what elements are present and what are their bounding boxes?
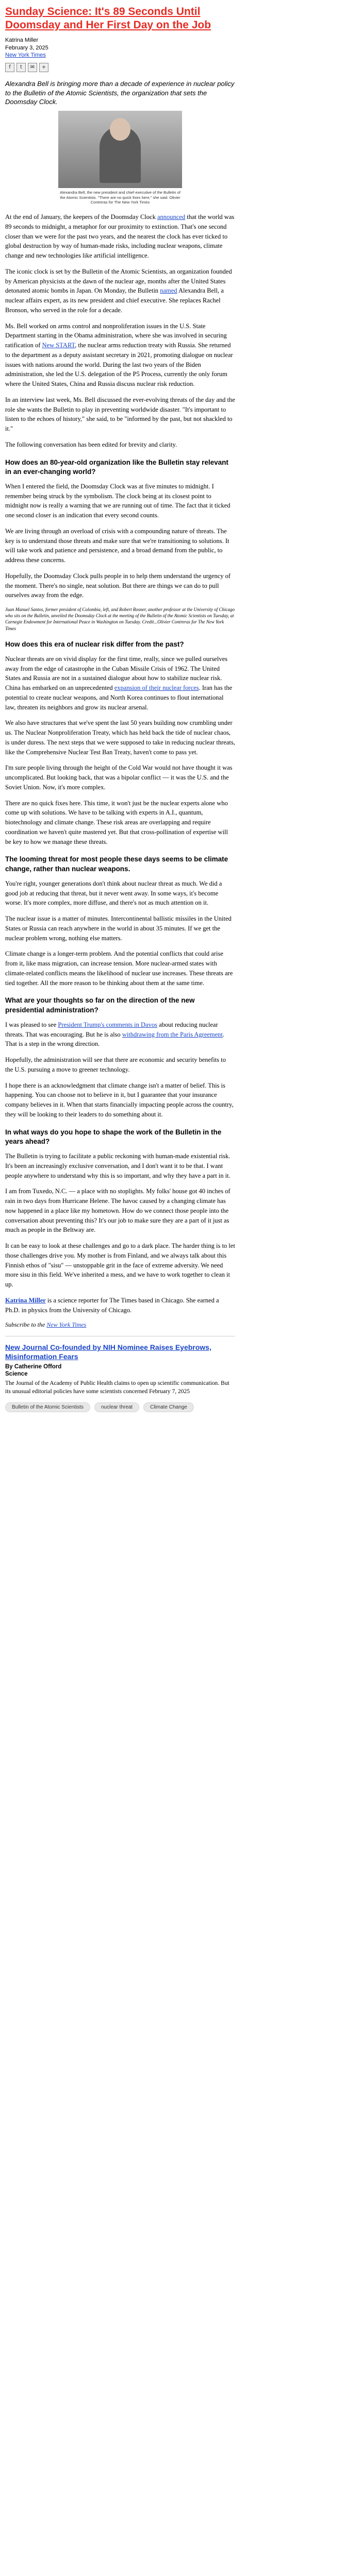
- subscribe-link[interactable]: New York Times: [46, 1321, 87, 1329]
- question-3: The looming threat for most people these days seems to be climate change, rather than nuclear weapons.: [5, 855, 228, 873]
- publish-date: February 3, 2025: [5, 44, 48, 51]
- news-publication: Science: [5, 1370, 28, 1377]
- news-description: The Journal of the Academy of Public Health claims to open up scientific communication. But its unusual editorial policies have some scientists concerned February 7, 2025: [5, 1380, 229, 1395]
- body-paragraph: We are living through an overload of crisis with a compounding nature of threats. The key is to understand those threats and make sure that we're transitioning to solutions. It will take work and patience and persistence, and a broad demand from the public, to address these concerns.: [5, 527, 229, 564]
- source-link[interactable]: New York Times: [5, 52, 46, 58]
- body-paragraph: Nuclear threats are on vivid display for the first time, really, since we pulled ourselves away from the edge of catastrophe in the Cuban Missile Crisis of 1962. The United States and Russia are not in a sustained dialogue about how to stabilize nuclear risk. China has embarked on an unprecedented expansion of their nuclear forces. Iran has the potential to create nuclear weapons, and North Korea continues to flout international law, threaten its neighbors and grow its nuclear arsenal.: [5, 655, 233, 711]
- inline-link[interactable]: President Trump's comments in Davos: [58, 1021, 157, 1028]
- tag-list: [5, 1402, 235, 1412]
- body-paragraph: You're right, younger generations don't think about nuclear threat as much. We did a good job at reducing that threat, but it never went away. In some ways, it's become worse. It's more complex, more diffuse, and there's not as much attention on it.: [5, 879, 222, 907]
- question-4: What are your thoughts so far on the direction of the new presidential administration?: [5, 996, 195, 1014]
- body-paragraph: Hopefully, the Doomsday Clock pulls people in to help them understand the urgency of the moment. There's no single, neat solution. But there are things we can do to pull ourselves away from the edge.: [5, 572, 231, 599]
- body-paragraph: Hopefully, the administration will see that there are economic and security benefits to the U.S. pursuing a move to greener technology.: [5, 1056, 226, 1073]
- photo-caption: Alexandra Bell, the new president and chief executive of the Bulletin of the Atomic Scientists. "There are no quick fixes here," she said. Olivier Contreras for The New York Times: [60, 190, 180, 205]
- author-name: Katrina Miller: [5, 37, 39, 44]
- body-paragraph: We also have structures that we've spent the last 50 years building now crumbling under us. The Nuclear Nonproliferation Treaty, which has held back the tide of nuclear chaos, is under duress. The next steps that we were supposed to take in reducing nuclear threats, like the Comprehensive Nuclear Test Ban Treaty, haven't come to pass yet.: [5, 719, 235, 756]
- twitter-share-icon[interactable]: t: [17, 63, 26, 72]
- photo-credit: Juan Manuel Santos, former president of Colombia, left, and Robert Rosner, another professor at the University of Chicago who sits on the Bulletin, unveiled the Doomsday Clock at the meeting of the Bulletin of the Atomic Scientists on Tuesday, at Carnegie Endowment for International Peace in Washington on Tuesday. Credit...Olivier Contreras for The New York Times: [5, 607, 235, 631]
- article-dek: Alexandra Bell is bringing more than a decade of experience in nuclear policy to the Bulletin of the Atomic Scientists, the organization that sets the Doomsday Clock.: [5, 80, 235, 106]
- tag-chip[interactable]: Climate Change: [143, 1402, 194, 1412]
- body-paragraph: The iconic clock is set by the Bulletin of the Atomic Scientists, an organization founded by American physicists at the dawn of the nuclear age, months after the United States detonated atomic bombs in Japan. On Monday, the Bulletin named Alexandra Bell, a nuclear affairs expert, as its new president and chief executive. She replaces Rachel Bronson, who served in the role for a decade.: [5, 267, 232, 314]
- author-bio-link[interactable]: Katrina Miller: [5, 1296, 46, 1304]
- body-paragraph: I'm sure people living through the height of the Cold War would not have thought it was uncomplicated. But looking back, that was a bipolar conflict — it was the U.S. and the Soviet Union. Now, it's more complex.: [5, 764, 233, 791]
- body-paragraph: The nuclear issue is a matter of minutes. Intercontinental ballistic missiles in the United States or Russia can reach anywhere in the world in about 35 minutes. If we get the nuclear problem wrong, nothing else matters.: [5, 915, 232, 942]
- body-paragraph: The Bulletin is trying to facilitate a public reckoning with human-made existential risk. It's been an increasingly exclusive conversation, and I don't want it to be that. I want people anywhere to understand why this is so important, and why they have a part in it.: [5, 1153, 231, 1179]
- question-2: How does this era of nuclear risk differ from the past?: [5, 640, 184, 648]
- inline-link[interactable]: New START: [42, 342, 75, 349]
- answer-2: [5, 654, 235, 847]
- body-paragraph: It can be easy to look at these challenges and go to a dark place. The harder thing is to let those challenges drive you. My mother is from Finland, and we always talk about this Finnish ethos of "sisu" — unstoppable grit in the face of extreme adversity. We need more sisu in this field. We've inherited a mess, and we have to work together to clean it up.: [5, 1242, 235, 1289]
- email-share-icon[interactable]: ✉: [28, 63, 37, 72]
- answer-5: [5, 1151, 235, 1290]
- inline-link[interactable]: withdrawing from the Paris Agreement: [122, 1030, 223, 1038]
- intro-section: [5, 212, 235, 450]
- body-paragraph: I am from Tuxedo, N.C. — a place with no stoplights. My folks' house got 40 inches of rain in two days from Hurricane Helene. The havoc caused by a changing climate has now happened in a place like my hometown. How do we connect those people into the conversation about preventing this? It's our job to make sure they are a part of it just as much as people in the Beltway are.: [5, 1188, 231, 1234]
- body-paragraph: There are no quick fixes here. This time, it won't just be the nuclear experts alone who come up with solutions. We have to be talking with experts in A.I., quantum, biotechnology and climate change. These risk areas are overlapping and require coordination we haven't quite mastered yet. But that cross-pollination of expertise will be key to how we manage these threats.: [5, 799, 228, 845]
- body-paragraph: I was pleased to see President Trump's comments in Davos about reducing nuclear threats. That was encouraging. But he is also withdrawing from the Paris Agreement. That is a step in the wrong direction.: [5, 1021, 225, 1048]
- more-share-icon[interactable]: +: [39, 63, 48, 72]
- inline-link[interactable]: named: [160, 287, 177, 295]
- portrait-image: [58, 111, 182, 188]
- body-paragraph: The following conversation has been edited for brevity and clarity.: [5, 440, 177, 448]
- question-5: In what ways do you hope to shape the work of the Bulletin in the years ahead?: [5, 1128, 222, 1145]
- body-paragraph: In an interview last week, Ms. Bell discussed the ever-evolving threats of the day and the role she wants the Bulletin to play in preventing worldwide disaster. "It's important to listen to the echoes of history," she said, to be "informed by the past, but not shackled to it.": [5, 396, 235, 432]
- body-paragraph: Climate change is a longer-term problem. And the potential conflicts that could arise from it, like mass migration, can increase tension. More nuclear-armed states with climate-related conflicts means the likelihood of nuclear use increases. These threats are tied together. All the more reason to be thinking about them at the same time.: [5, 950, 233, 987]
- inline-link[interactable]: expansion of their nuclear forces: [114, 684, 199, 692]
- body-paragraph: I hope there is an acknowledgment that climate change isn't a matter of belief. This is happening. You can choose not to believe in it, but I guarantee that your insurance company believes in it. When that starts financially impacting people across the country, they will be looking to their leaders to do something about it.: [5, 1081, 234, 1118]
- answer-3: [5, 879, 235, 988]
- lead-photo: [58, 111, 182, 205]
- question-1: How does an 80-year-old organization like the Bulletin stay relevant in an ever-changing world?: [5, 458, 228, 476]
- answer-1: [5, 482, 235, 600]
- body-paragraph: Ms. Bell worked on arms control and nonproliferation issues in the U.S. State Department starting in the Obama administration, where she was involved in securing ratification of New START, the nuclear arms reduction treaty with Russia. She returned to the department as a deputy assistant secretary in 2021, promoting dialogue on nuclear issues with nations around the world. During the last two years of the Biden administration, she led the U.S. delegation of the P5 Process, currently the only forum where the United States, China and Russia discuss nuclear risk reduction.: [5, 322, 233, 387]
- article-title-link[interactable]: Sunday Science: It's 89 Seconds Until Doomsday and Her First Day on the Job: [5, 6, 211, 31]
- tag-chip[interactable]: nuclear threat: [94, 1402, 139, 1412]
- subscribe-line: Subscribe to the New York Times: [5, 1321, 87, 1329]
- body-paragraph: At the end of January, the keepers of the Doomsday Clock announced that the world was 89 seconds to midnight, a metaphor for our proximity to extinction. That's one second closer than we were for the past two years, and the nearest the clock has ever ticked to global destruction by way of human-made risks, including nuclear weapons, climate change and new technologies like artificial intelligence.: [5, 213, 235, 259]
- news-title-link[interactable]: New Journal Co-founded by NIH Nominee Raises Eyebrows, Misinformation Fears: [5, 1343, 211, 1361]
- facebook-share-icon[interactable]: f: [5, 63, 14, 72]
- tag-chip[interactable]: Bulletin of the Atomic Scientists: [5, 1402, 90, 1412]
- answer-4: [5, 1020, 235, 1120]
- body-paragraph: When I entered the field, the Doomsday Clock was at five minutes to midnight. I remember being struck by the symbolism. The clock being at its closest point to midnight now is really a warning that we are running out of time. The fact that it ticked one second closer is an indication that every second counts.: [5, 482, 231, 519]
- article-card: [5, 5, 235, 1419]
- inline-link[interactable]: announced: [157, 213, 186, 221]
- news-author: By Catherine Offord: [5, 1363, 62, 1370]
- share-bar: [5, 63, 235, 72]
- author-bio: Katrina Miller is a science reporter for The Times based in Chicago. She earned a Ph.D. in physics from the University of Chicago.: [5, 1296, 219, 1314]
